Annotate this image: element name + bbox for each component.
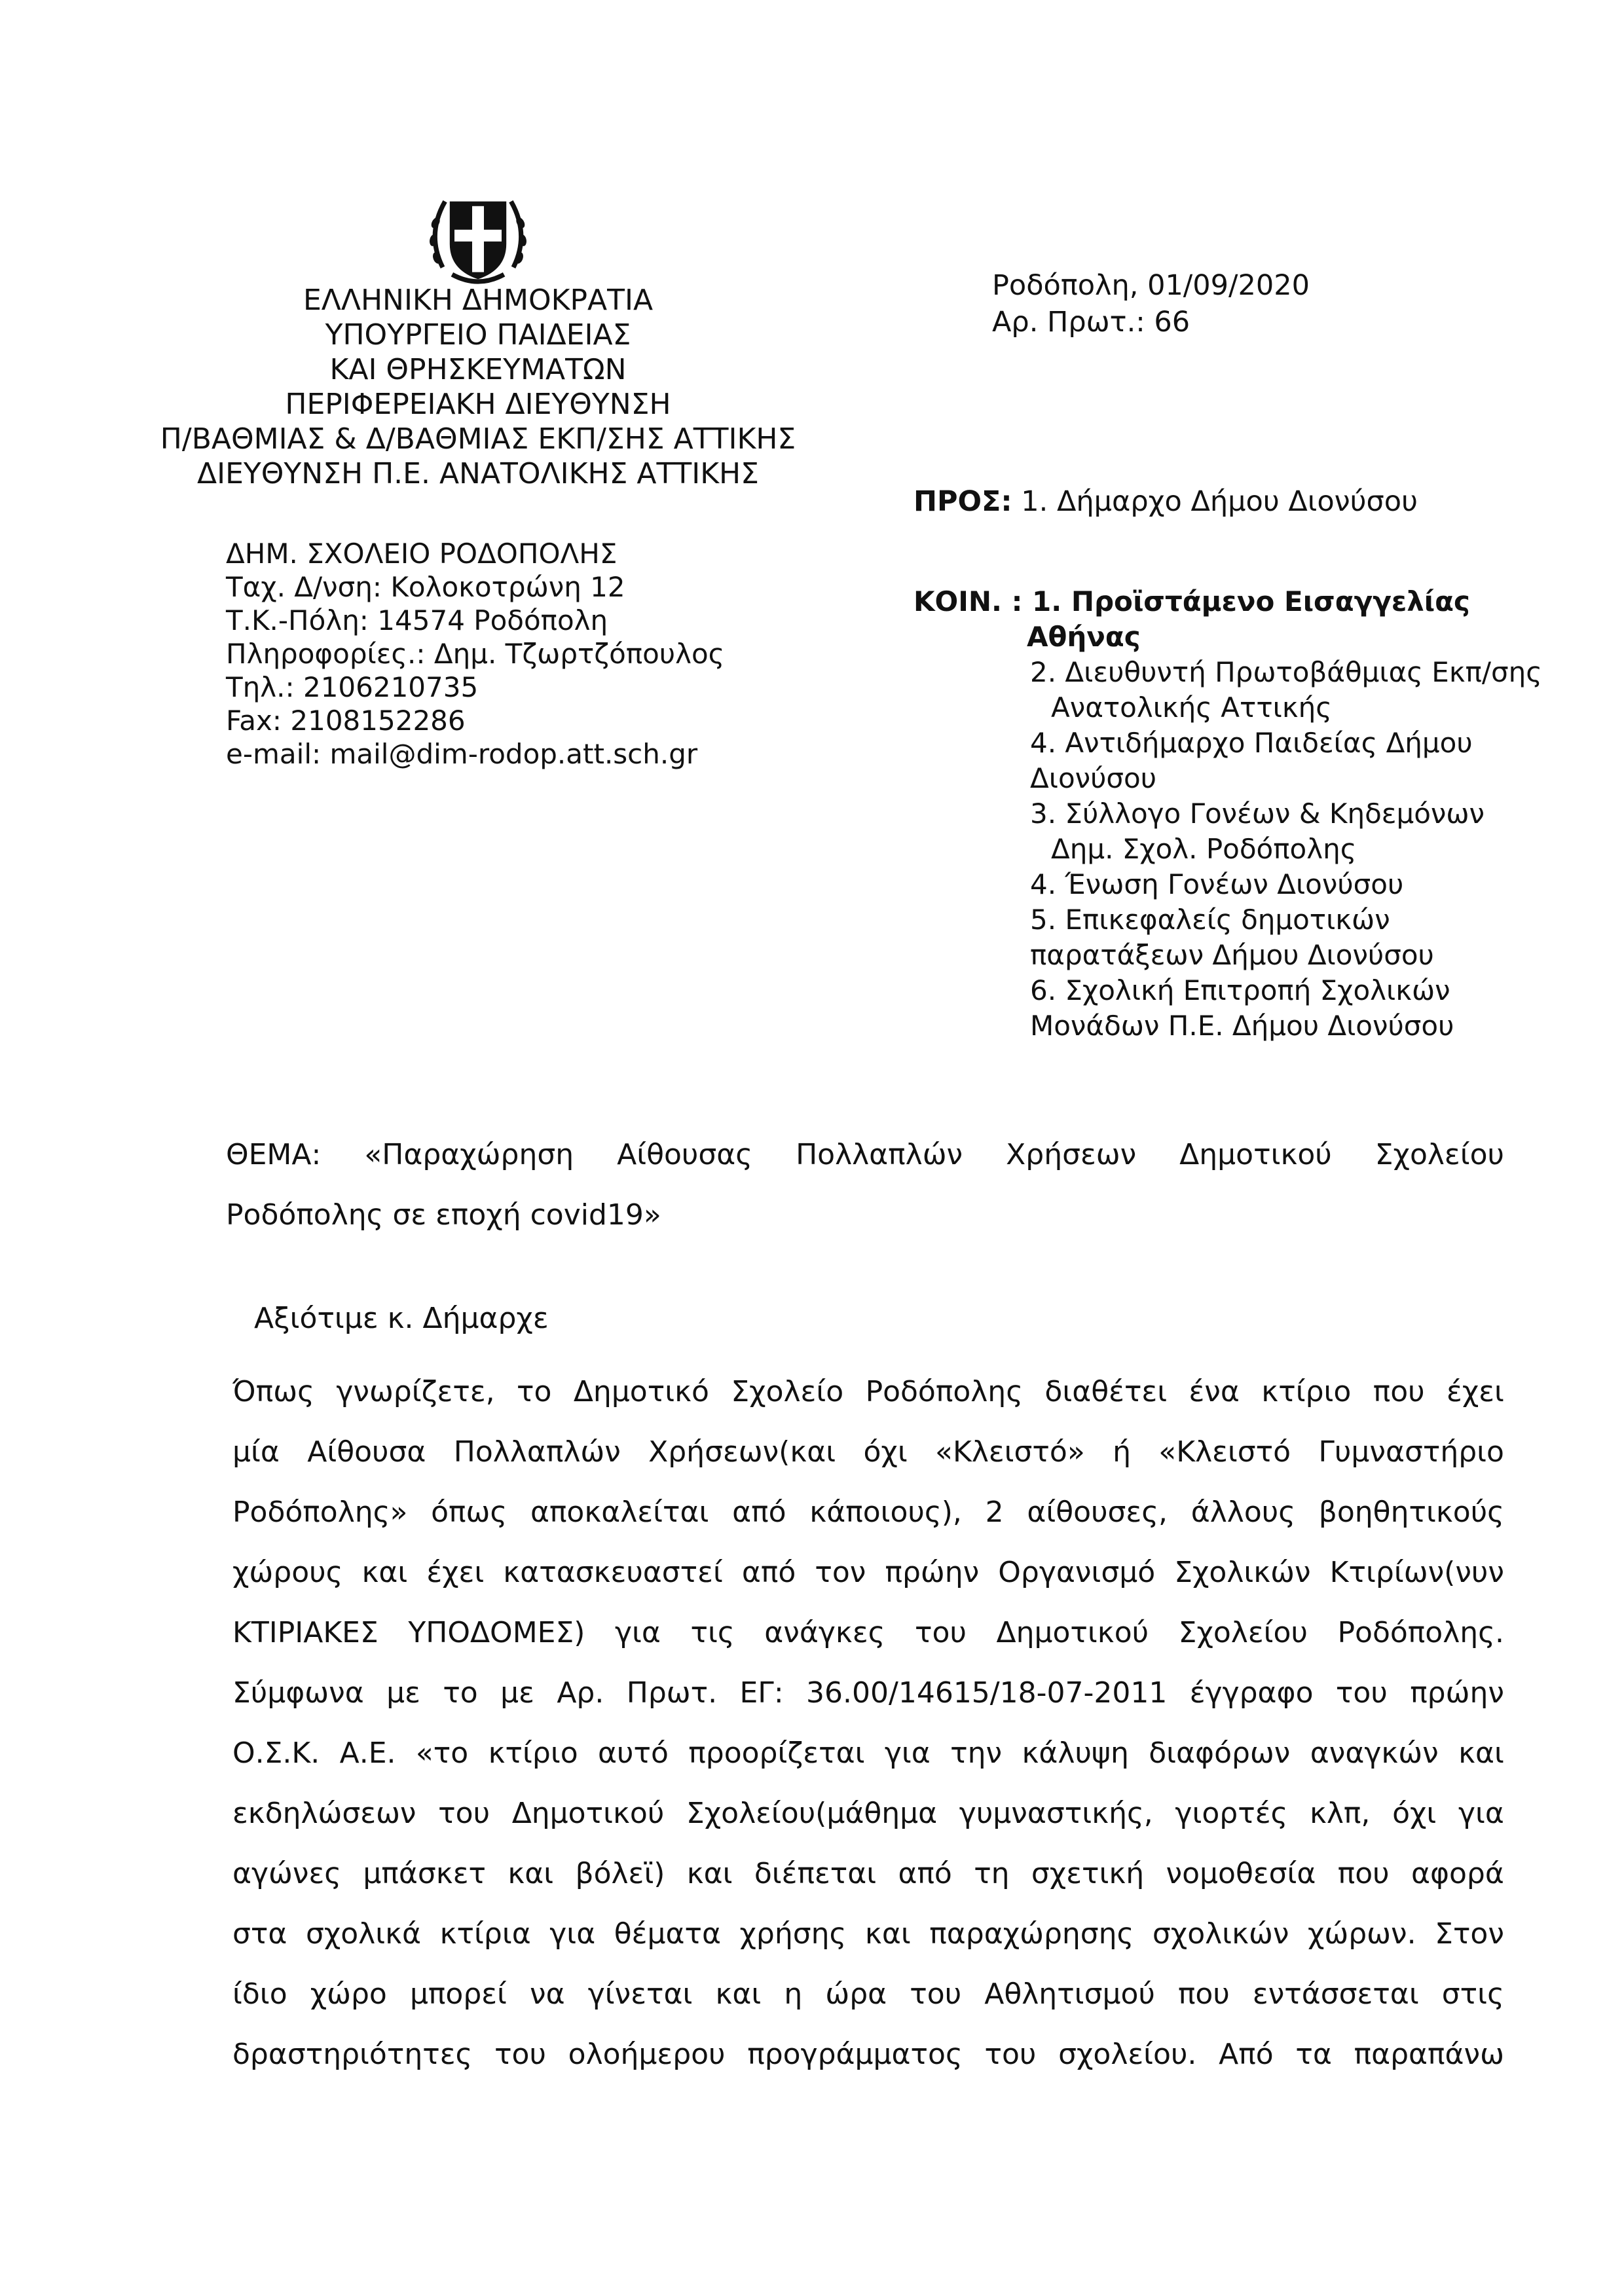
body-word: μπορεί [409,1977,507,2011]
body-word: ΥΠΟΔΟΜΕΣ) [408,1616,585,1649]
body-word: άλλους [1190,1496,1296,1529]
body-word: ΕΓ: [739,1676,784,1710]
body-word: την [950,1736,1003,1770]
body-word: Σχολικών [1174,1556,1311,1589]
body-word: εντάσσεται [1252,1977,1419,2011]
body-word: γιορτές [1175,1797,1288,1830]
body-word: για [549,1917,596,1951]
body-word: ΚΤΙΡΙΑΚΕΣ [232,1616,378,1649]
org-line: ΔΙΕΥΘΥΝΣΗ Π.Ε. ΑΝΑΤΟΛΙΚΗΣ ΑΤΤΙΚΗΣ [197,457,759,490]
body-word: σχολικών [1152,1917,1289,1951]
body-word: διέπεται [754,1857,877,1890]
body-word: η [784,1977,803,2011]
body-word: που [1373,1375,1425,1408]
body-word: γυμναστικής, [959,1797,1153,1830]
copies-label: ΚΟΙΝ. : [913,585,1023,617]
body-word: Δημοτικό [573,1375,709,1408]
copies-recipient: Δημ. Σχολ. Ροδόπολης [1051,833,1357,865]
recipient-value: 1. Δήμαρχο Δήμου Διονύσου [1012,485,1418,518]
school-contact-person: Πληροφορίες.: Δημ. Τζωρτζόπουλος [226,638,725,670]
body-word: Οργανισμό [998,1556,1156,1589]
subject-line-1 [226,1125,1504,1185]
body-word: Πρωτ. [626,1676,718,1710]
body-line [232,1603,1504,1663]
body-word: όχι [1392,1797,1437,1830]
school-fax: Fax: 2108152286 [226,705,466,737]
body-word: και [686,1857,733,1890]
copies-recipient: 3. Σύλλογο Γονέων & Κηδεμόνων [1030,798,1485,830]
body-word: τον [815,1556,866,1589]
body-word: αφορά [1411,1857,1504,1890]
copies-recipient: 2. Διευθυντή Πρωτοβάθμιας Εκπ/σης [1030,656,1542,688]
body-word: του [910,1977,962,2011]
body-word: γνωρίζετε, [336,1375,495,1408]
body-line [232,1904,1504,1964]
subject-word: «Παραχώρηση [364,1138,574,1171]
body-word: μία [232,1435,280,1469]
body-word: που [1177,1977,1230,2011]
body-word: για [884,1736,931,1770]
body-word: για [615,1616,661,1649]
body-word: «Κλειστό» [935,1435,1085,1469]
body-word: και [715,1977,762,2011]
body-line [232,1784,1504,1844]
body-word: αίθουσες, [1027,1496,1168,1529]
body-word: Αίθουσα [307,1435,426,1469]
subject-word: ΘΕΜΑ: [226,1138,322,1171]
school-name: ΔΗΜ. ΣΧΟΛΕΙΟ ΡΟΔΟΠΟΛΗΣ [226,538,618,570]
body-word: τις [690,1616,735,1649]
body-word: Ο.Σ.Κ. [232,1736,320,1770]
subject-line-2: Ροδόπολης σε εποχή covid19» [226,1198,661,1232]
body-word: ανάγκες [764,1616,885,1649]
copies-to-block [913,584,1542,1044]
body-word: Α.Ε. [339,1736,396,1770]
body-word: Σχολείο [731,1375,844,1408]
body-word: για [1458,1797,1504,1830]
body-word: σχετική [1031,1857,1145,1890]
recipient-line [913,483,1418,520]
school-phone: Τηλ.: 2106210735 [226,671,479,703]
body-word: σχολείου. [1058,2038,1197,2071]
subject-block [226,1125,1504,1245]
body-word: του [438,1797,490,1830]
school-address: Ταχ. Δ/νση: Κολοκοτρώνη 12 [226,571,625,603]
body-word: παραπάνω [1354,2038,1504,2071]
school-postcode-city: Τ.Κ.-Πόλη: 14574 Ροδόπολη [226,604,608,636]
body-word: «το [415,1736,469,1770]
body-word: μπάσκετ [363,1857,486,1890]
body-line [232,1482,1504,1543]
body-word: Πολλαπλών [453,1435,621,1469]
body-word: από [741,1556,796,1589]
body-word: το [517,1375,552,1408]
body-word: Ροδόπολης [865,1375,1024,1408]
body-word: αγώνες [232,1857,342,1890]
body-word: χώρους [232,1556,343,1589]
body-word: κάλυψη [1022,1736,1129,1770]
body-word: έγγραφο [1189,1676,1314,1710]
body-word: πρώην [885,1556,980,1589]
body-word: αποκαλείται [530,1496,709,1529]
copies-recipient: 6. Σχολική Επιτροπή Σχολικών [1030,974,1450,1006]
copies-recipient: 5. Επικεφαλείς δημοτικών [1030,904,1390,936]
body-word: διαφόρων [1149,1736,1291,1770]
body-word: Δημοτικού [511,1797,665,1830]
subject-word: Αίθουσας [617,1138,753,1171]
body-word: Αρ. [557,1676,604,1710]
body-word: τα [1295,2038,1332,2071]
body-line [232,1964,1504,2025]
copies-recipient: παρατάξεων Δήμου Διονύσου [1030,939,1434,971]
body-word: κτίριο [488,1736,578,1770]
body-word: Κτιρίων(νυν [1329,1556,1504,1589]
body-line [232,1422,1504,1482]
body-word: Αθλητισμού [984,1977,1155,2011]
body-word: χώρων. [1307,1917,1416,1951]
body-word: θέματα [614,1917,721,1951]
body-line [232,1723,1504,1784]
body-word: έχει [426,1556,485,1589]
body-line [232,2025,1504,2085]
body-word: με [500,1676,534,1710]
body-word: από [732,1496,786,1529]
body-word: κτίρια [439,1917,531,1951]
body-word: Όπως [232,1375,314,1408]
greek-coat-of-arms-emblem [419,175,537,293]
copies-recipient: Ανατολικής Αττικής [1051,691,1332,724]
body-word: όχι [863,1435,908,1469]
body-word: προορίζεται [688,1736,865,1770]
body-word: βόλεϊ) [575,1857,665,1890]
salutation: Αξιότιμε κ. Δήμαρχε [254,1302,549,1335]
body-word: ένα [1189,1375,1240,1408]
body-word: ίδιο [232,1977,287,2011]
body-word: του [1335,1676,1388,1710]
body-word: κλπ, [1309,1797,1371,1830]
body-word: εκδηλώσεων [232,1797,416,1830]
body-line [232,1362,1504,1422]
school-email: e-mail: mail@dim-rodop.att.sch.gr [226,738,698,770]
body-word: ή [1113,1435,1131,1469]
body-word: 36.00/14615/18-07-2011 [806,1676,1168,1710]
body-word: Σύμφωνα [232,1676,364,1710]
copies-first-recipient-cont: Αθήνας [1027,621,1141,653]
body-word: αυτό [598,1736,669,1770]
body-word: έχει [1447,1375,1504,1408]
body-word: να [530,1977,565,2011]
body-word: διαθέτει [1044,1375,1168,1408]
body-word: Σχολείου [1178,1616,1308,1649]
body-word: δραστηριότητες [232,2038,473,2071]
body-word: Χρήσεων(και [648,1435,836,1469]
body-word: και [1458,1736,1504,1770]
body-word: Ροδόπολης. [1337,1616,1504,1649]
body-word: κατασκευαστεί [503,1556,723,1589]
body-word: τη [974,1857,1010,1890]
copies-recipient: Διονύσου [1030,762,1157,794]
body-word: Γυμναστήριο [1318,1435,1504,1469]
subject-word: Δημοτικού [1179,1138,1332,1171]
body-word: «Κλειστό [1158,1435,1291,1469]
org-line: Π/ΒΑΘΜΙΑΣ & Δ/ΒΑΘΜΙΑΣ ΕΚΠ/ΣΗΣ ΑΤΤΙΚΗΣ [160,422,796,456]
body-word: Από [1219,2038,1274,2071]
body-word: στις [1441,1977,1504,2011]
body-line [232,1543,1504,1603]
body-word: που [1337,1857,1390,1890]
copies-recipient: Μονάδων Π.Ε. Δήμου Διονύσου [1030,1010,1454,1042]
body-line [232,1844,1504,1904]
body-word: Στον [1435,1917,1504,1951]
protocol-number: Αρ. Πρωτ.: 66 [992,306,1190,339]
copies-recipient: 4. Ένωση Γονέων Διονύσου [1030,868,1404,900]
org-line: ΠΕΡΙΦΕΡΕΙΑΚΗ ΔΙΕΥΘΥΝΣΗ [285,388,671,421]
date-protocol-block [992,267,1310,340]
org-line: ΥΠΟΥΡΓΕΙΟ ΠΑΙΔΕΙΑΣ [325,318,631,352]
body-word: κτίριο [1261,1375,1352,1408]
letter-body [232,1362,1504,2085]
copies-first-recipient: 1. Προϊστάμενο Εισαγγελίας [1022,585,1470,617]
body-word: χρήσης [739,1917,847,1951]
body-word: Σχολείου(μάθημα [686,1797,938,1830]
body-word: προγράμματος [747,2038,963,2071]
subject-word: Χρήσεων [1006,1138,1137,1171]
subject-word: Πολλαπλών [796,1138,963,1171]
body-word: νομοθεσία [1166,1857,1316,1890]
body-word: από [898,1857,952,1890]
body-word: του [984,2038,1037,2071]
body-word: ολοήμερου [568,2038,726,2071]
body-word: ώρα [825,1977,887,2011]
body-word: του [915,1616,967,1649]
org-line: ΚΑΙ ΘΡΗΣΚΕΥΜΑΤΩΝ [329,353,627,386]
body-word: γίνεται [587,1977,693,2011]
body-word: Δημοτικού [996,1616,1149,1649]
body-word: χώρο [310,1977,387,2011]
body-word: κάποιους), [809,1496,962,1529]
body-word: όπως [431,1496,507,1529]
subject-word: Σχολείου [1375,1138,1504,1171]
body-word: και [507,1857,554,1890]
body-word: Ροδόπολης» [232,1496,408,1529]
copies-recipient: 4. Αντιδήμαρχο Παιδείας Δήμου [1030,727,1473,759]
body-word: και [864,1917,911,1951]
body-word: και [361,1556,408,1589]
body-word: παραχώρησης [929,1917,1134,1951]
school-contact-block [226,537,724,771]
body-word: βοηθητικούς [1318,1496,1504,1529]
copies-first-line [913,584,1542,619]
body-word: με [386,1676,420,1710]
issuing-authority-block [151,283,805,491]
body-word: του [494,2038,546,2071]
body-word: πρώην [1410,1676,1504,1710]
body-word: 2 [985,1496,1004,1529]
body-word: σχολικά [305,1917,422,1951]
body-word: αναγκών [1310,1736,1439,1770]
body-line [232,1663,1504,1723]
body-word: το [443,1676,478,1710]
org-line: ΕΛΛΗΝΙΚΗ ΔΗΜΟΚΡΑΤΙΑ [303,284,654,317]
recipient-label: ΠΡΟΣ: [913,485,1012,518]
body-word: στα [232,1917,287,1951]
place-date: Ροδόπολη, 01/09/2020 [992,269,1310,302]
